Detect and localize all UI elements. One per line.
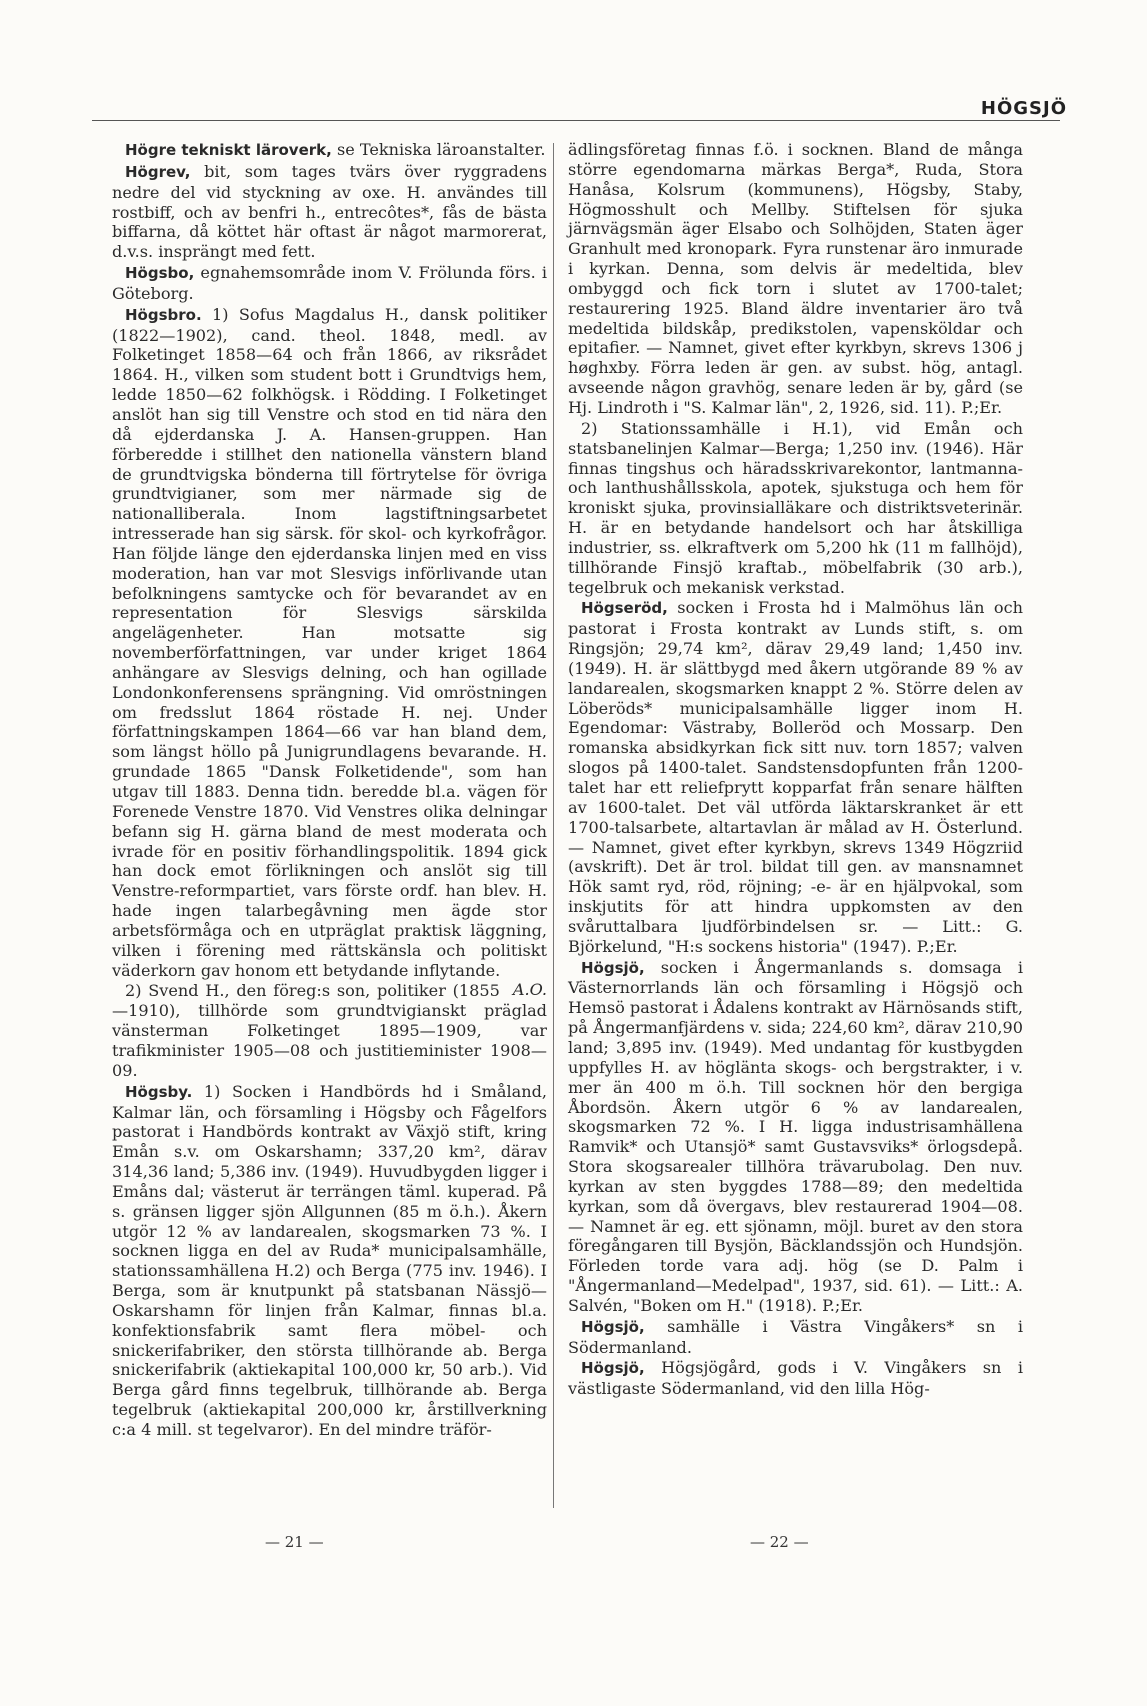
entry	[112, 1082, 547, 1440]
entry-text: 1) Sofus Magdalus H., dansk politiker (1822—1902), cand. theol. 1848, medl. av Folketinget 1858—64 och från 1866, av riksrådet 1864. H., vilken som student bott i Grundtvigs hem, ledde 1850—62 folkhögsk. i Rödding. I Folketinget anslöt han sig till Venstre och stod en tid nära den då ejderdanska J. A. Hansen-gruppen. Han förberedde i stillhet den nationella vänstern bland de grundtvigska bönderna till förtrytelse för övriga grundtvigianer, som mer närmade sig de nationalliberala. Inom lagstiftningsarbetet intresserade han sig särsk. för skol- och kyrkofrågor. Han följde länge den ejderdanska linjen med en viss moderation, han var mot Slesvigs införlivande utan befolkningens samtycke och för bevarandet av en representation för Slesvigs särskilda angelägenheter. Han motsatte sig novemberförfattningen, var under kriget 1864 anhängare av Slesvigs delning, och han ogillade Londonkonferensens sprängning. Vid omröstningen om fredsslut 1864 röstade H. nej. Under författningskampen 1864—66 var han bland dem, som längst höllo på Junigrundlagens bevarande. H. grundade 1865 "Dansk Folketidende", som han utgav till 1883. Denna tidn. beredde bl.a. vägen för Forenede Venstre 1870. Vid Venstres olika delningar befann sig H. gärna bland de mest moderata och ivrade för en positiv förhandlingspolitik. 1894 gick han dock emot förlikningen och anslöt sig till Venstre-reformpartiet, vars förste ordf. han blev. H. hade ingen talarbegåvning men ägde stor arbetsförmåga och en utpräglat praktisk läggning, vilken i förening med rättskänsla och politiskt väderkorn gav honom ett betydande inflytande.	[112, 304, 547, 980]
author-signature: A.O.	[512, 980, 547, 1000]
entry-text: 1) Socken i Handbörds hd i Småland, Kalmar län, och församling i Högsby och Fågelfors pastorat i Handbörds kontrakt av Växjö stift, kring Emån s.v. om Oskarshamn; 337,20 km², därav 314,36 land; 5,386 inv. (1949). Huvudbygden ligger i Emåns dal; västerut är terrängen täml. kuperad. På s. gränsen ligger sjön Allgunnen (85 m ö.h.). Åkern utgör 12 % av landarealen, skogsmarken 73 %. I socknen ligga en del av Ruda* municipalsamhälle, stationssamhällena H.2) och Berga (775 inv. 1946). I Berga, som är knutpunkt på statsbanan Nässjö—Oskarshamn för linjen från Kalmar, finnas bl.a. konfektionsfabrik samt flera möbel- och snickerifabriker, den största tillhörande ab. Berga snickerifabrik (aktiekapital 100,000 kr, 50 arb.). Vid Berga gård finns tegelbruk, tillhörande ab. Berga tegelbruk (aktiekapital 200,000 kr, årstillverkning c:a 4 mill. st tegelvaror). En del mindre träför-	[112, 1081, 547, 1439]
entry-headword: Högsbo,	[125, 264, 195, 283]
entry	[112, 263, 547, 304]
header-rule	[92, 120, 1060, 121]
entry-headword: Högsjö,	[581, 1359, 645, 1378]
entry	[568, 1358, 1023, 1399]
running-head: HÖGSJÖ	[980, 98, 1067, 119]
entry	[568, 419, 1023, 598]
entry	[112, 162, 547, 262]
entry-headword: Högrev,	[125, 162, 191, 181]
entry-text: se Tekniska läroanstalter.	[336, 140, 546, 159]
entry-headword: Högsjö,	[581, 958, 645, 977]
entry	[568, 1317, 1023, 1358]
entry	[568, 598, 1023, 956]
left-column	[112, 140, 547, 1441]
entry	[112, 304, 547, 1000]
entry-text: egnahemsområde inom V. Frölunda förs. i Göteborg.	[112, 263, 547, 303]
entry-text: bit, som tages tvärs över ryggradens nedre del vid styckning av oxe. H. användes till rostbiff, och av benfri h., entrecôtes*, fås de bästa biffarna, då köttet här oftast är något marmorerat, d.v.s. insprängt med fett.	[112, 161, 548, 262]
entry-headword: Högseröd,	[581, 599, 668, 618]
right-column	[568, 140, 1023, 1400]
entry-headword: Högsjö,	[581, 1317, 645, 1336]
entry-text: socken i Ångermanlands s. domsaga i Västernorrlands län och församling i Högsjö och Hemsö pastorat i Ådalens kontrakt av Härnösands stift, på Ångermanfjärdens v. sida; 224,60 km², därav 210,90 land; 3,895 inv. (1949). Med undantag för kustbygden uppfylles H. av höglänta skogs- och bergstrakter, i v. mer än 400 m ö.h. Till socknen hör den bergiga Åbordsön. Åkern utgör 6 % av landarealen, skogsmarken 72 %. I H. ligga industrisamhällena Ramvik* och Utansjö* samt Gustavsviks* örlogsdepå. Stora skogsarealer tillhöra trävarubolag. Den nuv. kyrkan av sten byggdes 1788—89; den medeltida kyrkan, som då övergavs, blev restaurerad 1904—08. — Namnet är eg. ett sjönamn, möjl. buret av den stora föregångaren till Bysjön, Bäcklandssjön och Hundsjön. Förleden torde vara adj. hög (se D. Palm i "Ångermanland—Medelpad", 1937, sid. 61). — Litt.: A. Salvén, "Boken om H." (1918). P.;Er.	[568, 957, 1023, 1315]
entry-headword: Högre tekniskt läroverk,	[125, 141, 332, 159]
entry-headword: Högsbro.	[125, 305, 202, 324]
entry	[568, 958, 1023, 1316]
page-number-right: — 22 —	[750, 1533, 809, 1551]
entry	[112, 981, 547, 1080]
entry-text: 2) Svend H., den föreg:s son, politiker (1855—1910), tillhörde som grundtvigianskt präglad vänsterman Folketinget 1895—1909, var trafikminister 1905—08 och justitieminister 1908—09.	[112, 981, 547, 1080]
column-divider	[553, 143, 554, 1508]
entry-text: 2) Stationssamhälle i H.1), vid Emån och statsbanelinjen Kalmar—Berga; 1,250 inv. (1946). Här finnas tingshus och häradsskrivarekontor, lantmanna- och lanthushållsskola, apotek, sjukstuga och hem för kroniskt sjuka, provinsialläkare och distriktsveterinär. H. är en betydande handelsort och har åtskilliga industrier, ss. elkraftverk om 5,200 hk (11 m fallhöjd), tillhörande Finsjö kraftab., möbelfabrik (30 arb.), tegelbruk och mekanisk verkstad.	[568, 418, 1023, 597]
entry-text: ädlingsföretag finnas f.ö. i socknen. Bland de många större egendomarna märkas Berga*, Ruda, Stora Hanåsa, Kolsrum (kommunens), Högsby, Staby, Högmosshult och Mellby. Stiftelsen för sjuka järnvägsmän äger Elsabo och Solhöjden, Staten äger Granhult med kronopark. Fyra runstenar äro inmurade i kyrkan. Denna, som delvis är medeltida, blev ombyggd och fick torn i slutet av 1700-talet; restaurering 1925. Bland äldre inventarier äro två medeltida bildskåp, predikstolen, vapensköldar och epitafier. — Namnet, givet efter kyrkbyn, skrevs 1306 j høghxby. Förra leden är gen. av subst. hög, antagl. avseende någon gravhög, senare leden är by, gård (se Hj. Lindroth i "S. Kalmar län", 2, 1926, sid. 11). P.;Er.	[568, 140, 1023, 417]
page-number-left: — 21 —	[265, 1533, 324, 1551]
entry-text: samhälle i Västra Vingåkers* sn i Södermanland.	[568, 1316, 1024, 1357]
entry-headword: Högsby.	[125, 1082, 193, 1101]
entry-text: Högsjögård, gods i V. Vingåkers sn i västligaste Södermanland, vid den lilla Hög-	[568, 1358, 1023, 1399]
entry-continuation	[568, 140, 1023, 418]
entry	[112, 140, 547, 161]
entry-text: socken i Frosta hd i Malmöhus län och pastorat i Frosta kontrakt av Lunds stift, s. om Ringsjön; 29,74 km², därav 29,49 land; 1,450 inv. (1949). H. är slättbygd med åkern utgörande 89 % av landarealen, skogsmarken knappt 2 %. Större delen av Löberöds* municipalsamhälle ligger inom H. Egendomar: Västraby, Bolleröd och Mossarp. Den romanska absidkyrkan fick sitt nuv. torn 1857; valven slogos på 1400-talet. Sandstensdopfunten från 1200-talet har ett reliefprytt kopparfat från senare hälften av 1600-talet. Det väl utförda läktarskranket är ett 1700-talsarbete, altartavlan är målad av H. Österlund. — Namnet, givet efter kyrkbyn, skrevs 1349 Högzriid (avskrift). Det är trol. bildat till gen. av mansnamnet Hök samt ryd, röd, röjning; -e- är en hjälpvokal, som inskjutits för att hindra uppkomsten av den svåruttalbara ljudförbindelsen sr. — Litt.: G. Björkelund, "H:s sockens historia" (1947). P.;Er.	[568, 598, 1023, 956]
